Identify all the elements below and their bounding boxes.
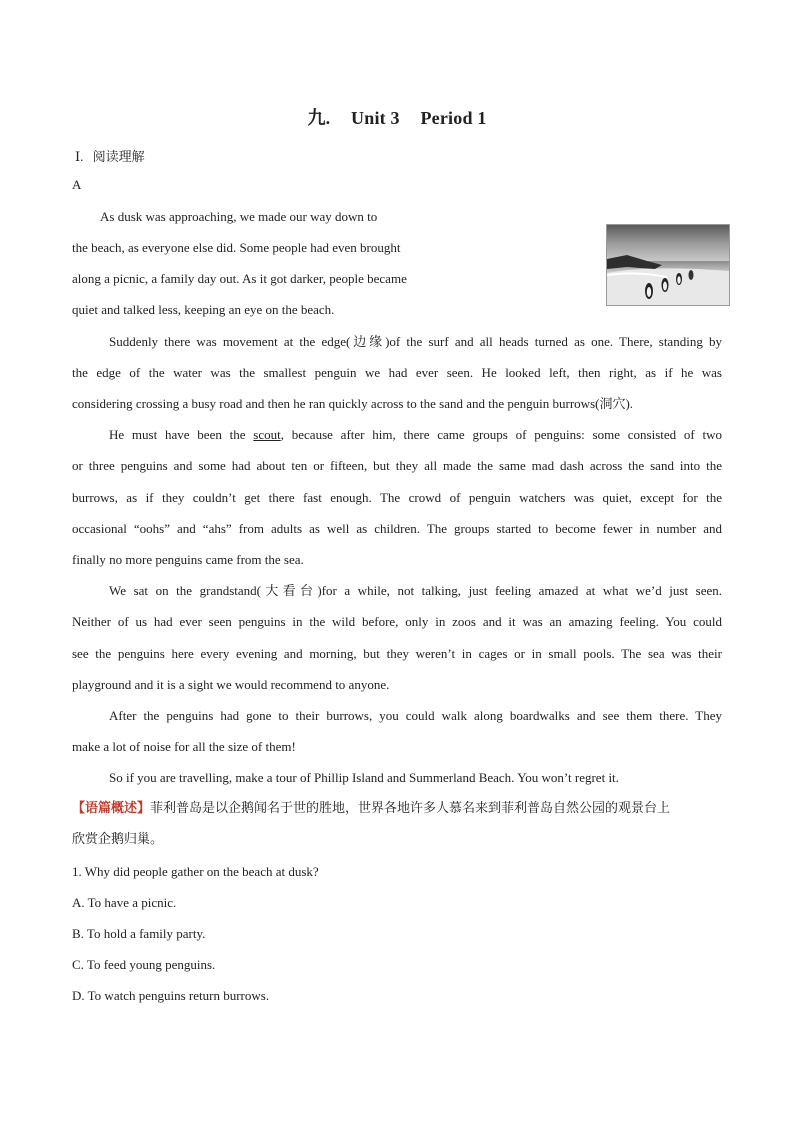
summary-line: 欣赏企鹅归巢。 — [72, 832, 164, 847]
title-period: Period 1 — [420, 108, 487, 128]
question-stem: 1. Why did people gather on the beach at dusk? — [72, 864, 319, 879]
underlined-word: scout — [253, 427, 281, 442]
passage-text: As dusk was approaching, we made our way down to — [100, 209, 378, 224]
penguins-photo-image — [607, 225, 729, 305]
section-heading — [75, 146, 145, 165]
answer-option: B. To hold a family party. — [72, 926, 206, 941]
passage-text: see the penguins here every evening and morning, but they weren’t in cages or in small pools. The sea was their — [72, 646, 722, 661]
passage-text: After the penguins had gone to their burrows, you could walk along boardwalks and see them there. They — [109, 708, 722, 723]
answer-option: D. To watch penguins return burrows. — [72, 988, 270, 1003]
section-number: Ⅰ. — [75, 149, 84, 164]
summary-text: 菲利普岛是以企鹅闻名于世的胜地，世界各地许多人慕名来到菲利普岛自然公园的观景台上 — [150, 801, 671, 816]
answer-option: C. To feed young penguins. — [72, 957, 216, 972]
passage-text-segment: , because after him, there came groups of penguins: some consisted of two — [280, 427, 723, 442]
penguins-beach-photo — [606, 224, 730, 306]
passage-text: quiet and talked less, keeping an eye on the beach. — [72, 302, 335, 317]
passage-text: We sat on the grandstand(大看台)for a while, not talking, just feeling amazed at what we’d just seen. — [109, 583, 722, 598]
passage-text: playground and it is a sight we would recommend to anyone. — [72, 677, 390, 692]
passage-text: burrows, as if they couldn’t get there fast enough. The crowd of penguin watchers was quiet, except for the — [72, 490, 722, 505]
passage-text: considering crossing a busy road and then he ran quickly across to the sand and the penguin burrows(洞穴). — [72, 396, 634, 411]
passage-text: Neither of us had ever seen penguins in the wild before, only in zoos and it was an amazing feeling. You could — [72, 614, 722, 629]
passage-text — [109, 427, 722, 443]
passage-text: occasional “oohs” and “ahs” from adults as well as children. The groups started to become fewer in number and — [72, 521, 722, 536]
title-prefix: 九. — [307, 108, 331, 128]
title-unit: Unit 3 — [351, 108, 400, 128]
passage-text: finally no more penguins came from the sea. — [72, 552, 304, 567]
passage-text: or three penguins and some had about ten or fifteen, but they all made the same mad dash across the sand into the — [72, 458, 722, 473]
passage-text: along a picnic, a family day out. As it got darker, people became — [72, 271, 407, 286]
passage-text: Suddenly there was movement at the edge(边缘)of the surf and all heads turned as one. There, standing by — [109, 334, 722, 349]
passage-text-segment: He must have been the — [109, 427, 254, 442]
passage-label: A — [72, 177, 82, 192]
section-title: 阅读理解 — [92, 150, 145, 165]
summary-line — [72, 801, 732, 817]
passage-text: make a lot of noise for all the size of them! — [72, 739, 296, 754]
summary-label: 【语篇概述】 — [72, 801, 151, 816]
passage-text: the edge of the water was the smallest penguin we had ever seen. He looked left, then right, as if he was — [72, 365, 722, 380]
answer-option: A. To have a picnic. — [72, 895, 177, 910]
passage-text: So if you are travelling, make a tour of Phillip Island and Summerland Beach. You won’t regret it. — [109, 770, 619, 785]
page-title — [0, 104, 794, 130]
passage-text: the beach, as everyone else did. Some people had even brought — [72, 240, 401, 255]
